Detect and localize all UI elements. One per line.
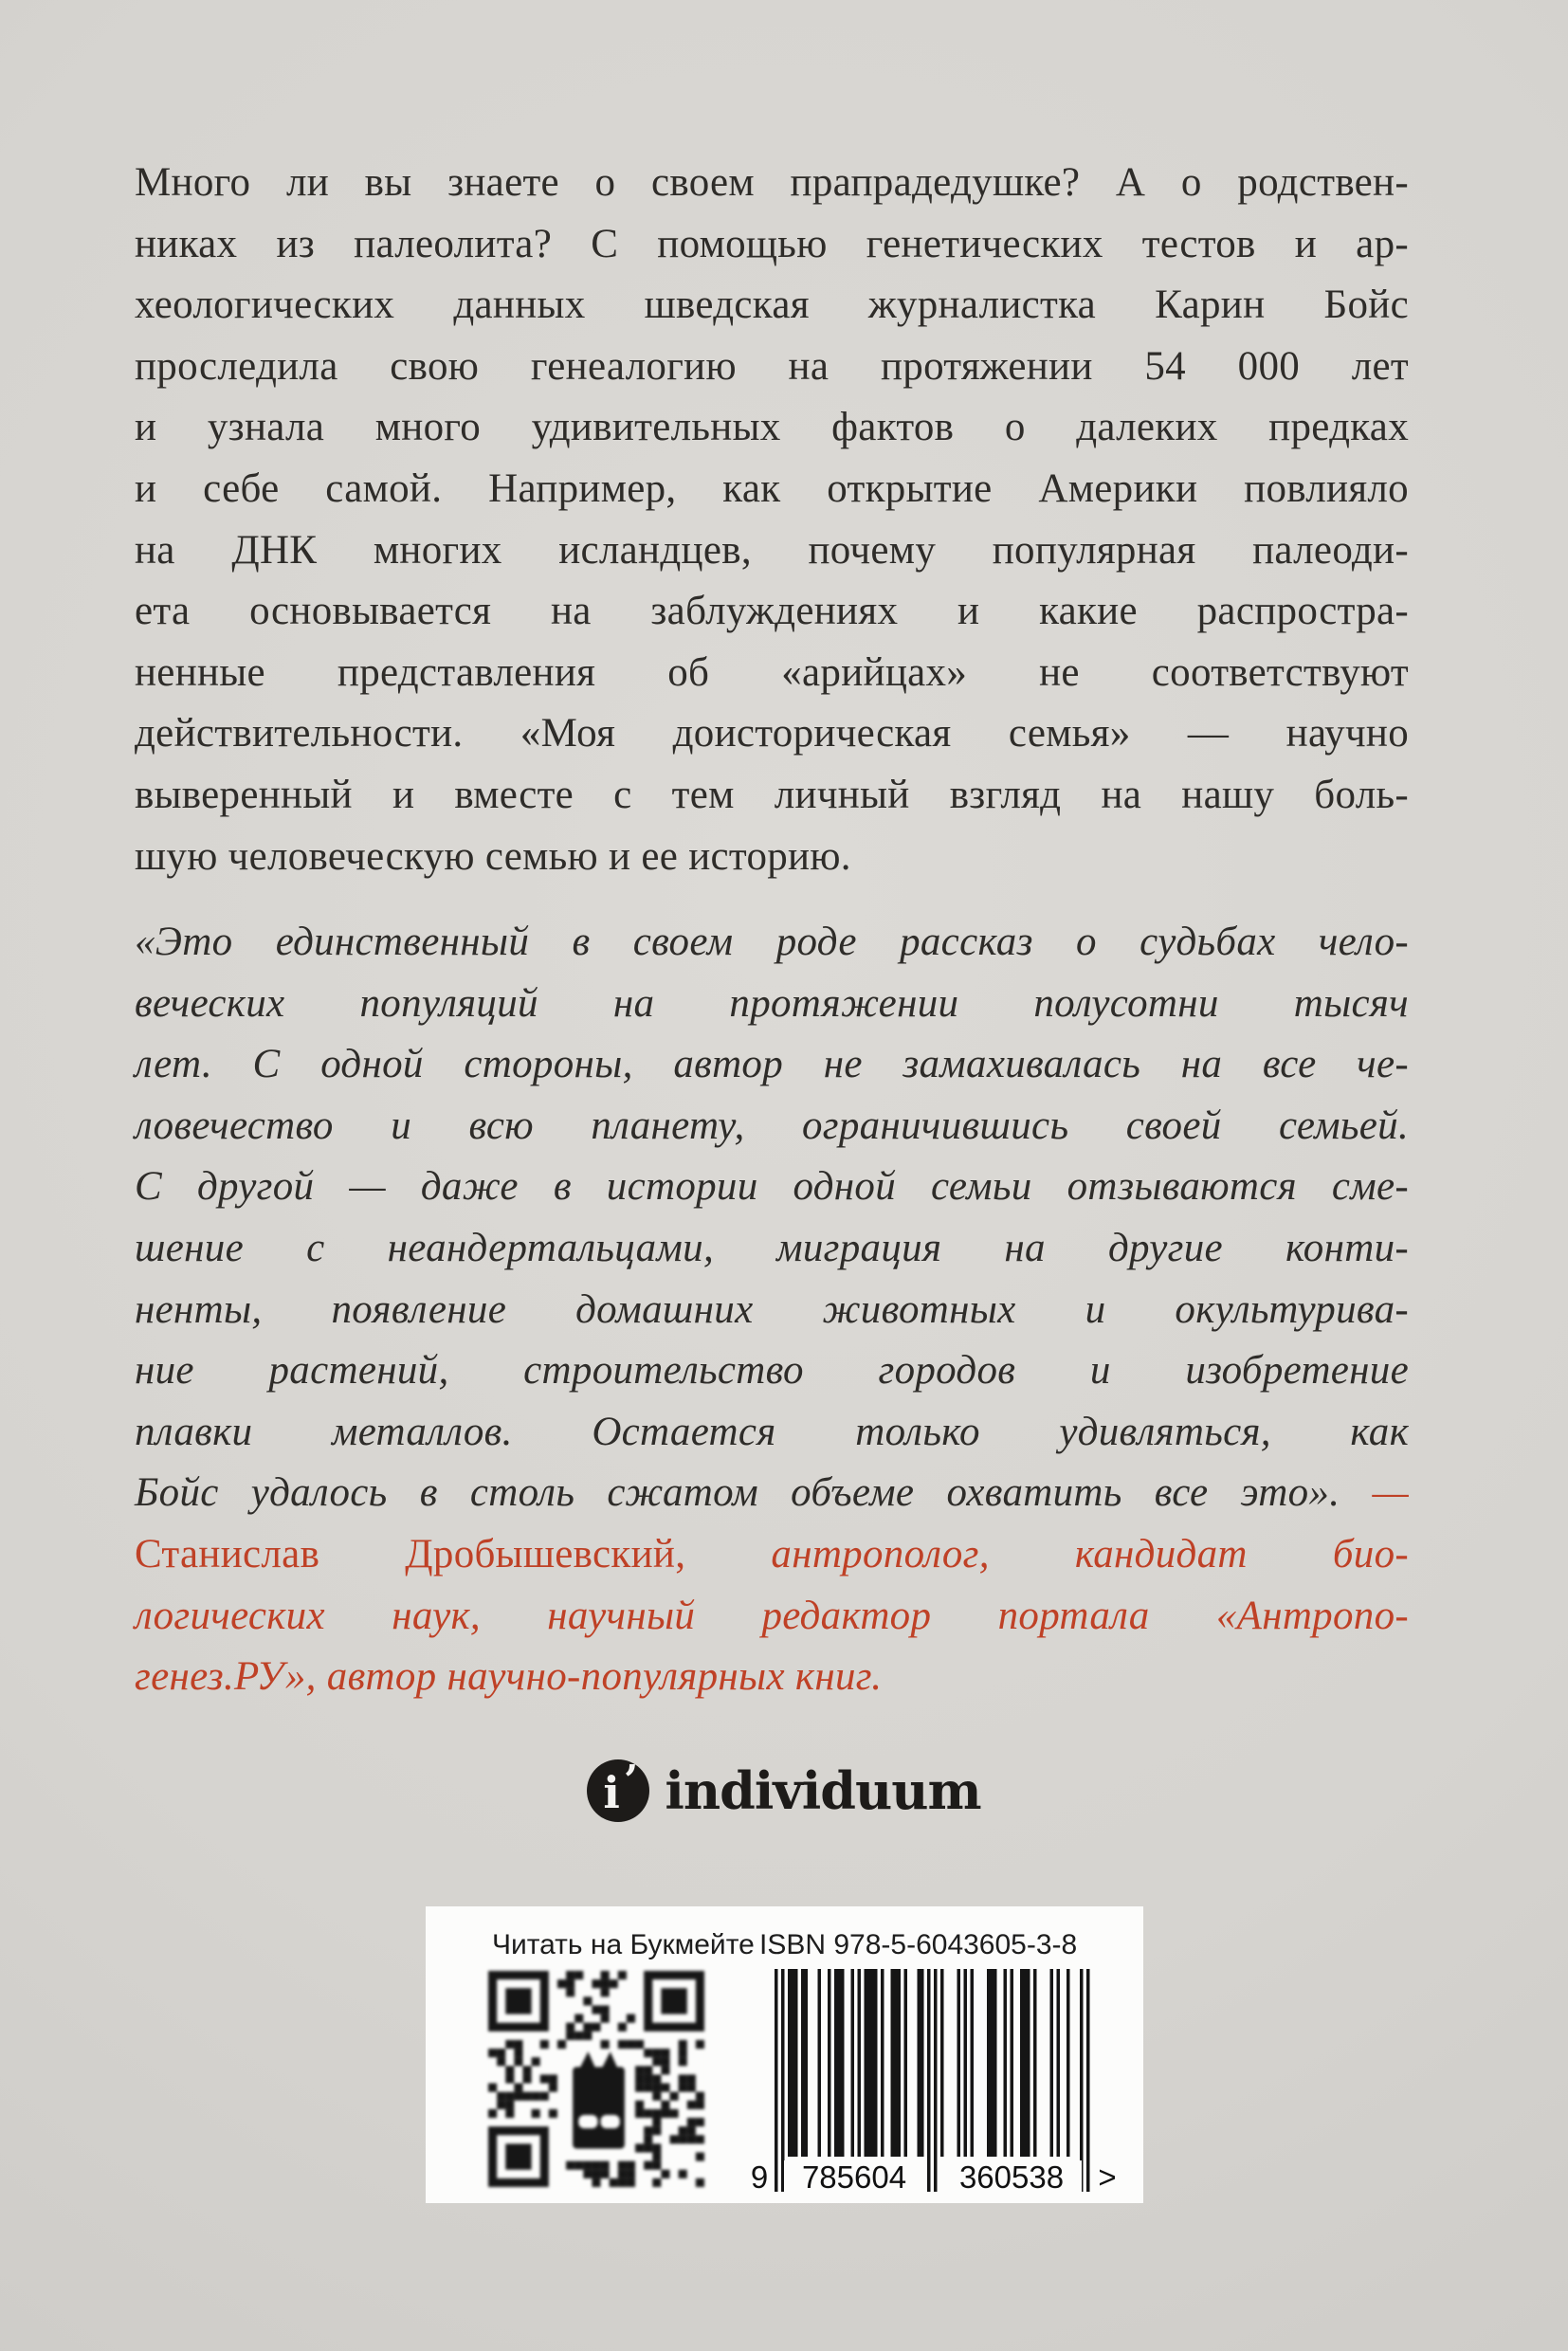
barcode-lead-digit: 9 — [750, 2160, 769, 2195]
quote-closing-line — [135, 1463, 1409, 1524]
text-line: ненные представления об «арийцах» не соответствуют — [135, 649, 1409, 695]
text-line: ненты, появление домашних животных и окультурива- — [135, 1286, 1409, 1332]
text-line: шую человеческую семью и ее историю. — [135, 833, 851, 879]
text-line: проследила свою генеалогию на протяжении 54 000 лет — [135, 343, 1409, 389]
quote-paragraph — [135, 912, 1409, 1463]
text-line: Много ли вы знаете о своем прапрадедушке? А о родствен- — [135, 160, 1409, 205]
text-line: и себе самой. Например, как открытие Америки повлияло — [135, 465, 1409, 511]
text-line: ловечество и всю планету, ограничившись своей семьей. — [135, 1103, 1409, 1148]
text-line: лет. С одной стороны, автор не замахивалась на все че- — [135, 1042, 1409, 1087]
blurb-paragraph — [135, 153, 1409, 887]
text-line: выверенный и вместе с тем личный взгляд на нашу боль- — [135, 772, 1409, 817]
text-line: хеологических данных шведская журналистка Карин Бойс — [135, 282, 1409, 328]
publisher-name: individuum — [665, 1760, 981, 1821]
text-line: С другой — даже в истории одной семьи отзываются сме- — [135, 1164, 1409, 1210]
text-line: «Это единственный в своем роде рассказ о судьбах чело- — [135, 920, 1409, 964]
bookmate-label: Читать на Букмейте — [492, 1929, 755, 1960]
text-line: логических наук, научный редактор портала «Антропо- — [135, 1593, 1409, 1638]
barcode-group1: 785604 — [784, 2160, 924, 2198]
text-line: никах из палеолита? С помощью генетических тестов и ар- — [135, 221, 1409, 266]
attribution-lines — [135, 1586, 1409, 1708]
text-line: веческих популяций на протяжении полусотни тысяч — [135, 980, 1409, 1026]
quote-attribution-dash: — — [1372, 1470, 1409, 1516]
barcode-group2: 360538 — [941, 2160, 1082, 2198]
logo-letter: i — [603, 1767, 620, 1818]
qr-code-icon — [488, 1971, 704, 2187]
text-line: шение с неандертальцами, миграция на другие конти- — [135, 1225, 1409, 1270]
attribution-name: Станислав Дробышевский, — [135, 1531, 686, 1576]
text-line: генез.РУ», автор научно-популярных книг. — [135, 1654, 883, 1700]
logo-apostrophe: ’ — [623, 1757, 639, 1805]
text-line: ние растений, строительство городов и изобретение — [135, 1348, 1409, 1394]
text-line: ета основывается на заблуждениях и какие распростра- — [135, 589, 1409, 634]
quote-closing-text: Бойс удалось в столь сжатом объеме охватить все это». — [135, 1470, 1340, 1516]
individuum-logo-icon — [587, 1759, 649, 1822]
attribution-first-line — [135, 1524, 1409, 1586]
text-line: плавки металлов. Остается только удивляться, как — [135, 1409, 1409, 1454]
isbn-panel — [426, 1906, 1143, 2203]
review-quote-block — [135, 912, 1409, 1708]
attribution-title: антрополог, кандидат био- — [771, 1531, 1409, 1576]
text-line: и узнала много удивительных фактов о далеких предках — [135, 405, 1409, 450]
barcode — [750, 1969, 1117, 2198]
isbn-label: ISBN 978-5-6043605-3-8 — [759, 1929, 1078, 1960]
barcode-arrow: > — [1098, 2160, 1117, 2195]
publisher-logo — [0, 1759, 1568, 1822]
text-line: на ДНК многих исландцев, почему популярная палеоди- — [135, 527, 1409, 573]
text-line: действительности. «Моя доисторическая семья» — научно — [135, 711, 1409, 756]
